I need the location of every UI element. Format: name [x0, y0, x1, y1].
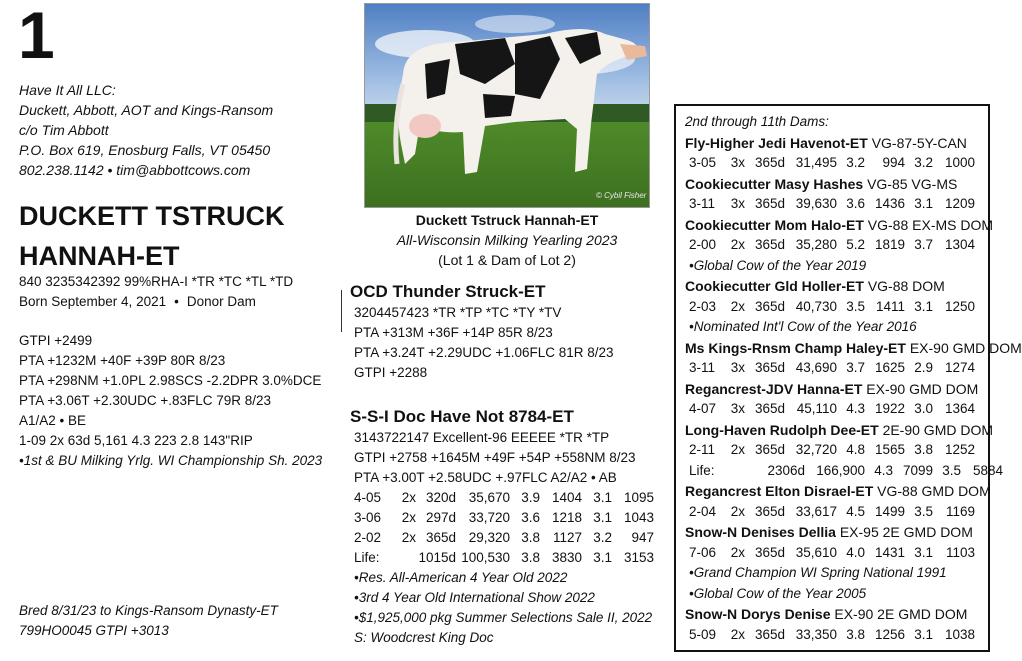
dam-entry-record: 3-11 3x 365d 39,630 3.6 1436 3.1 1209	[689, 196, 975, 211]
dam-entry-record: 2-00 2x 365d 35,280 5.2 1819 3.7 1304	[689, 237, 975, 252]
born-line	[19, 292, 293, 312]
dams-box	[674, 104, 1022, 652]
dam-entry-name: Snow-N Dorys Denise EX-90 2E GMD DOM	[685, 606, 968, 622]
dam-sire-line: S: Woodcrest King Doc	[354, 630, 494, 645]
owner-line: Duckett, Abbott, AOT and Kings-Ransom	[19, 102, 274, 118]
dam-entry-note: •Grand Champion WI Spring National 1991	[689, 565, 947, 580]
sire-line: PTA +313M +36F +14P 85R 8/23	[354, 325, 553, 340]
stat-line: PTA +298NM +1.0PL 2.98SCS -2.2DPR 3.0%DCE	[19, 373, 322, 388]
bred-line: 799HO0045 GTPI +3013	[19, 623, 169, 638]
sire-line: GTPI +2288	[354, 365, 428, 380]
dam-entry-record: 2-04 2x 365d 33,617 4.5 1499 3.5 1169	[689, 503, 975, 519]
dam-entry-name: Long-Haven Rudolph Dee-ET 2E-90 GMD DOM	[685, 421, 994, 438]
bred-block	[19, 601, 278, 641]
donor-label: Donor Dam	[186, 294, 256, 309]
stat-line: GTPI +2499	[19, 333, 93, 348]
photo-caption	[364, 210, 650, 270]
caption-award: All-Wisconsin Milking Yearling 2023	[396, 232, 618, 248]
dam-record-row: 4-05 2x 320d 35,670 3.9 1404 3.1 1095	[354, 490, 654, 505]
dam-line: PTA +3.00T +2.58UDC +.97FLC A2/A2 • AB	[354, 470, 617, 485]
dam-life-row: Life: 1015d 100,530 3.8 3830 3.1 3153	[354, 550, 654, 565]
owner-line: c/o Tim Abbott	[19, 122, 109, 138]
dam-entry-record: 4-07 3x 365d 45,110 4.3 1922 3.0 1364	[689, 401, 975, 416]
dam-note: •Res. All-American 4 Year Old 2022	[354, 570, 568, 585]
dam-entry-name: Cookiecutter Gld Holler-ET VG-88 DOM	[685, 278, 945, 294]
dam-entry-record: 2-11 2x 365d 32,720 4.8 1565 3.8 1252	[689, 442, 975, 457]
registration-line: 840 3235342392 99%RHA-I *TR *TC *TL *TD	[19, 274, 294, 289]
dam-record-row: 2-02 2x 365d 29,320 3.8 1127 3.2 947	[354, 530, 654, 545]
award-line: •1st & BU Milking Yrlg. WI Championship Sh. 2023	[19, 453, 323, 468]
lot-number: 1	[18, 0, 53, 72]
stat-line: PTA +1232M +40F +39P 80R 8/23	[19, 353, 226, 368]
dam-entry-record: 2-03 2x 365d 40,730 3.5 1411 3.1 1250	[689, 298, 975, 314]
dam-entry-note: •Global Cow of the Year 2005	[689, 585, 867, 601]
sire-line: 3204457423 *TR *TP *TC *TY *TV	[354, 305, 562, 320]
dam-entry-name: Regancrest Elton Disrael-ET VG-88 GMD DOM	[685, 483, 991, 499]
dam-entry-note: •Global Cow of the Year 2019	[689, 257, 867, 273]
dam-note: •$1,925,000 pkg Summer Selections Sale II, 2022	[354, 610, 653, 625]
dam-entry-note: •Nominated Int'l Cow of the Year 2016	[689, 319, 917, 334]
dam-entry-name: Ms Kings-Rnsm Champ Haley-ET EX-90 GMD DOM	[685, 339, 1022, 356]
bred-line: Bred 8/31/23 to Kings-Ransom Dynasty-ET	[19, 603, 278, 618]
owner-line: P.O. Box 619, Enosburg Falls, VT 05450	[19, 142, 271, 158]
dam-line: 3143722147 Excellent-96 EEEEE *TR *TP	[354, 430, 610, 445]
caption-name: Duckett Tstruck Hannah-ET	[415, 212, 599, 228]
divider	[341, 290, 342, 332]
owner-block	[19, 80, 273, 180]
registration-block	[19, 272, 293, 312]
cow-name	[19, 196, 284, 276]
owner-line: Have It All LLC:	[19, 82, 116, 98]
dam-entry-name: Regancrest-JDV Hanna-ET EX-90 GMD DOM	[685, 380, 979, 397]
dam-entry-record: 5-09 2x 365d 33,350 3.8 1256 3.1 1038	[689, 626, 975, 642]
dam-line: GTPI +2758 +1645M +49F +54P +558NM 8/23	[354, 450, 636, 465]
stat-line: PTA +3.06T +2.30UDC +.83FLC 79R 8/23	[19, 393, 272, 408]
sire-block	[350, 281, 614, 383]
dam-entry-name: Cookiecutter Masy Hashes VG-85 VG-MS	[685, 175, 958, 192]
dam-block	[350, 406, 654, 648]
dam-entry-name: Cookiecutter Mom Halo-ET VG-88 EX-MS DOM	[685, 216, 994, 233]
dam-entry-name: Fly-Higher Jedi Havenot-ET VG-87-5Y-CAN	[685, 134, 967, 151]
sire-name: OCD Thunder Struck-ET	[350, 282, 546, 301]
dam-name: S-S-I Doc Have Not 8784-ET	[350, 407, 574, 426]
owner-line: 802.238.1142 • tim@abbottcows.com	[19, 162, 251, 178]
cow-name-line2: HANNAH-ET	[19, 241, 180, 271]
stat-line: 1-09 2x 63d 5,161 4.3 223 2.8 143"RIP	[19, 433, 253, 448]
dam-entry-life: Life: 2306d 166,900 4.3 7099 3.5 5884	[689, 462, 1003, 478]
cow-photo-illustration	[365, 4, 649, 207]
photo-signature: © Cybil Fisher	[596, 191, 647, 200]
cow-stats	[19, 331, 322, 471]
dam-entry-record: 3-05 3x 365d 31,495 3.2 994 3.2 1000	[689, 155, 975, 170]
sire-line: PTA +3.24T +2.29UDC +1.06FLC 81R 8/23	[354, 345, 614, 360]
cow-photo	[364, 3, 650, 208]
dam-note: •3rd 4 Year Old International Show 2022	[354, 590, 595, 605]
dams-box-header: 2nd through 11th Dams:	[685, 114, 829, 129]
dam-entry-record: 3-11 3x 365d 43,690 3.7 1625 2.9 1274	[689, 360, 975, 375]
cow-name-line1: DUCKETT TSTRUCK	[19, 201, 285, 231]
dam-entry-record: 7-06 2x 365d 35,610 4.0 1431 3.1 1103	[689, 544, 975, 560]
dam-record-row: 3-06 2x 297d 33,720 3.6 1218 3.1 1043	[354, 510, 654, 525]
bullet: •	[174, 294, 179, 309]
stat-line: A1/A2 • BE	[19, 413, 87, 428]
caption-lot-note: (Lot 1 & Dam of Lot 2)	[438, 252, 576, 268]
dam-entry-name: Snow-N Denises Dellia EX-95 2E GMD DOM	[685, 524, 973, 540]
born-date: Born September 4, 2021	[19, 294, 167, 309]
